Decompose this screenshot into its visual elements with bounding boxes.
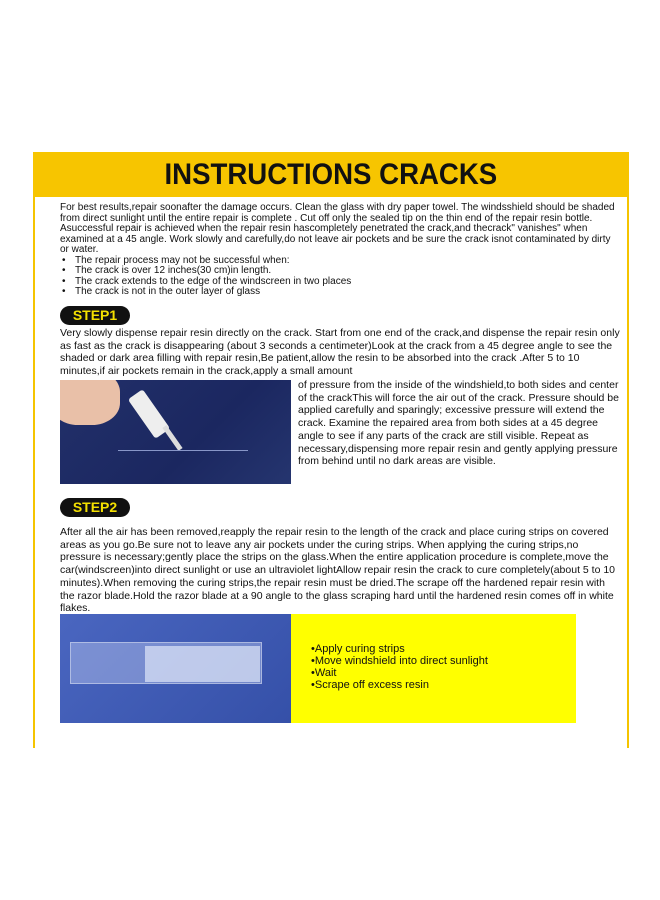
intro-bullets [60, 256, 620, 298]
resin-bottle-shape [128, 389, 170, 439]
list-item: • Apply curing strips [311, 643, 488, 655]
intro-paragraph: For best results,repair soonafter the damage occurs. Clean the glass with dry paper towel. The windsshield should be shaded from direct sunlight until the entire repair is complete . Cut off only the sealed tip on the thin end of the repair resin bottle. Asuccessful repair is achieved when the repair resin hascompletely penetrated the crack,and thecrack" vanishes" when examined at a 45 angle. Work slowly and carefully,do not leave air pockets and be sure the crack isnot contaminated by dirty or water. [60, 202, 615, 255]
step1-text: Very slowly dispense repair resin directly on the crack. Start from one end of the crack,and dispense the repair resin only as fast as the crack is disappearing (about 3 seconds a centimeter)Look at the crack from a 45 degree angle to see the shaded or dark area filling with repair resin,Be patient,allow the resin to be absorbed into the crack .After 5 to 10 minutes,if air pockets remain in the crack,apply a small amount [60, 327, 620, 378]
crack-line [118, 450, 248, 451]
intro-section [60, 203, 620, 298]
step2-text: After all the air has been removed,reapply the repair resin to the length of the crack and place curing strips on covered areas as you go.Be sure not to leave any air pockets under the curing strips. When applying the curing strips,no pressure is necessary;gently place the strips on the glass.When the entire application procedure is complete,move the car(windscreen)into direct sunlight or use an ultraviolet lightAllow repair resin the crack to cure completely(about 5 to 10 minutes).When removing the curing strips,the repair resin must be dried.The scrape off the hardened repair resin with the razor blade.Hold the razor blade at a 90 angle to the glass scraping hard until the hardened resin comes off in white flakes. [60, 526, 616, 615]
list-item: • The crack is over 12 inches(30 cm)in length. [60, 266, 620, 277]
bottle-tip-shape [162, 425, 182, 451]
step1-side-text: of pressure from the inside of the windshield,to both sides and center of the crackThis will force the air out of the crack. Pressure should be applied carefully and sparingly; excessive pressure will extend the crack. Examine the repaired area from both sides at a 45 degree angle to see if any parts of the crack are still visible. Repeat as necessary,dispensing more repair resin and gently applying pressure from behind until no dark areas are visible. [298, 379, 619, 468]
summary-list [311, 643, 488, 691]
resin-dispensing-photo [60, 380, 291, 484]
page-title: INSTRUCTIONS CRACKS [164, 158, 498, 191]
step2-badge: STEP2 [60, 498, 130, 517]
hand-shape [60, 380, 120, 425]
list-item: • The repair process may not be successful when: [60, 256, 620, 267]
step1-badge: STEP1 [60, 306, 130, 325]
title-banner [33, 152, 629, 197]
list-item: • Wait [311, 667, 488, 679]
list-item: • Move windshield into direct sunlight [311, 655, 488, 667]
list-item: • The crack is not in the outer layer of glass [60, 287, 620, 298]
list-item: • The crack extends to the edge of the windscreen in two places [60, 277, 620, 288]
curing-strips-photo [60, 614, 291, 723]
curing-strip-highlight [145, 646, 260, 682]
step2-summary-box [291, 614, 576, 723]
list-item: • Scrape off excess resin [311, 679, 488, 691]
